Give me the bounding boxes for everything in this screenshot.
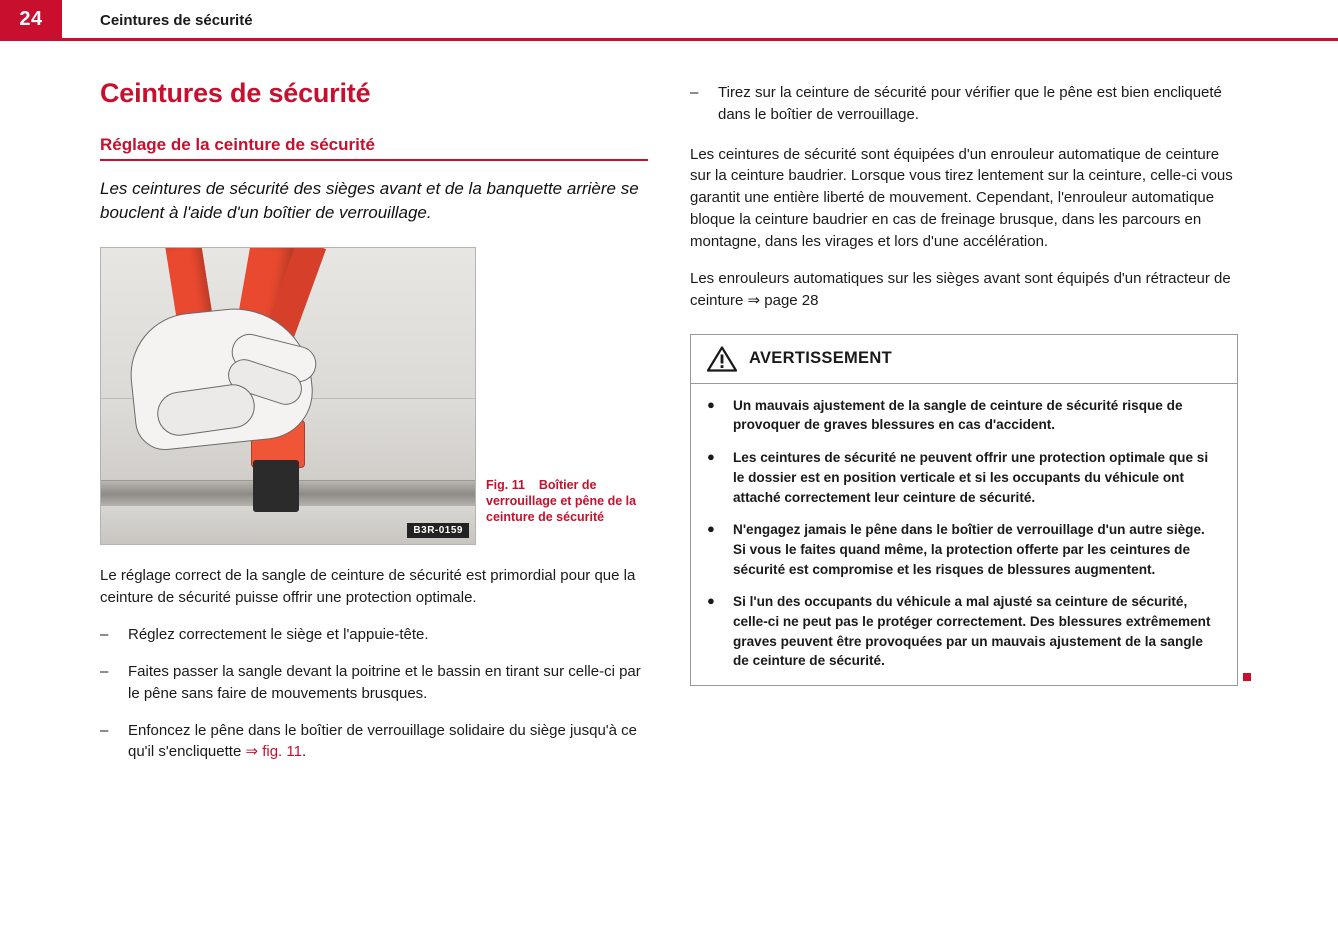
paragraph-automatic-retractor: Les ceintures de sécurité sont équipées d'un enrouleur automatique de ceinture sur la ceinture baudrier. Lorsque vous tirez lentement sur la ceinture, celle-ci vous garantit une entière liberté de mouvement. Cependant, l'enrouleur automatique bloque la ceinture baudrier en cas de freinage brusque, dans les parcours en montagne, dans les virages et lors d'une accélération. xyxy=(690,145,1233,250)
list-item-text xyxy=(128,720,648,764)
list-dash: – xyxy=(100,663,109,680)
figure-image-seatbelt-buckle xyxy=(100,247,476,545)
header-rule xyxy=(62,38,1338,41)
figure-caption xyxy=(486,477,648,526)
warning-item-text: Un mauvais ajustement de la sangle de ceinture de sécurité risque de provoquer de graves blessures en cas d'accident. xyxy=(733,397,1183,433)
cross-reference-fig-11[interactable]: ⇒ fig. 11 xyxy=(245,743,302,761)
warning-list-item xyxy=(707,448,1221,507)
list-dash: – xyxy=(100,721,109,739)
list-dash: – xyxy=(100,626,109,644)
section-divider xyxy=(100,159,648,161)
figure-block xyxy=(100,247,648,545)
list-item-text-after-ref: . xyxy=(301,743,307,761)
figure-code: B3R-0159 xyxy=(407,523,469,538)
warning-list-item xyxy=(707,396,1221,435)
list-dash: – xyxy=(690,84,699,101)
header-rule-left xyxy=(0,38,62,41)
warning-item-text: Les ceintures de sécurité ne peuvent offrir une protection optimale que si le dossier est en position verticale et si les occupants du véhicule ont attaché correctement leur ceinture de sécurité. xyxy=(733,450,1209,505)
right-column xyxy=(690,82,1238,686)
warning-list-item xyxy=(707,520,1221,579)
page-number: 24 xyxy=(0,0,62,38)
warning-bullet: ● xyxy=(707,593,715,609)
figure-caption-spacer xyxy=(528,478,535,492)
paragraph-after-figure: Le réglage correct de la sangle de ceinture de sécurité est primordial pour que la ceinture de sécurité puisse offrir une protection optimale. xyxy=(100,566,636,606)
warning-bullet: ● xyxy=(707,449,715,465)
warning-triangle-icon xyxy=(707,346,737,372)
list-item xyxy=(100,661,648,705)
section-end-marker xyxy=(1243,673,1251,681)
header-title: Ceintures de sécurité xyxy=(100,12,253,29)
list-item-text: Réglez correctement le siège et l'appuie-tête. xyxy=(128,626,429,644)
figure-caption-label: Fig. 11 xyxy=(486,477,525,492)
warning-list-item xyxy=(707,592,1221,671)
warning-item-text: N'engagez jamais le pêne dans le boîtier de verrouillage d'un autre siège. Si vous le faites quand même, la protection offerte par les ceintures de sécurité est compromise et les risques de blessures augmentent. xyxy=(733,522,1205,577)
warning-box xyxy=(690,334,1238,686)
warning-title: AVERTISSEMENT xyxy=(749,349,892,368)
lead-paragraph: Les ceintures de sécurité des sièges avant et de la banquette arrière se bouclent à l'aide d'un boîtier de verrouillage. xyxy=(100,178,639,222)
page-header xyxy=(0,0,1338,42)
list-item-text: Tirez sur la ceinture de sécurité pour vérifier que le pêne est bien encliqueté dans le boîtier de verrouillage. xyxy=(718,84,1222,123)
warning-bullet: ● xyxy=(707,521,715,537)
list-item xyxy=(690,82,1238,126)
paragraph-front-seat-retractor: Les enrouleurs automatiques sur les sièges avant sont équipés d'un rétracteur de ceinture ⇒ page 28 xyxy=(690,270,1231,309)
warning-bullet: ● xyxy=(707,396,715,412)
list-item xyxy=(100,624,648,646)
figure-caption-text: Boîtier de verrouillage et pêne de la ceinture de sécurité xyxy=(486,477,637,525)
list-item-text-before-ref: Enfoncez le pêne dans le boîtier de verrouillage solidaire du siège jusqu'à ce qu'il s'encliquette xyxy=(128,721,638,761)
warning-item-text: Si l'un des occupants du véhicule a mal ajusté sa ceinture de sécurité, celle-ci ne peut pas le protéger correctement. Des blessures extrêmement graves peuvent être provoquées par un mauvais ajustement de la sangle de ceinture de sécurité. xyxy=(733,594,1211,669)
warning-header xyxy=(691,335,1237,384)
seatbelt-buckle-base-shape xyxy=(253,460,299,512)
section-title: Réglage de la ceinture de sécurité xyxy=(100,135,375,154)
list-item-text: Faites passer la sangle devant la poitrine et le bassin en tirant sur celle-ci par le pêne sans faire de mouvements brusques. xyxy=(128,663,641,702)
left-column xyxy=(100,78,648,778)
chapter-title: Ceintures de sécurité xyxy=(100,78,371,108)
list-item xyxy=(100,720,648,764)
warning-body xyxy=(691,384,1237,685)
